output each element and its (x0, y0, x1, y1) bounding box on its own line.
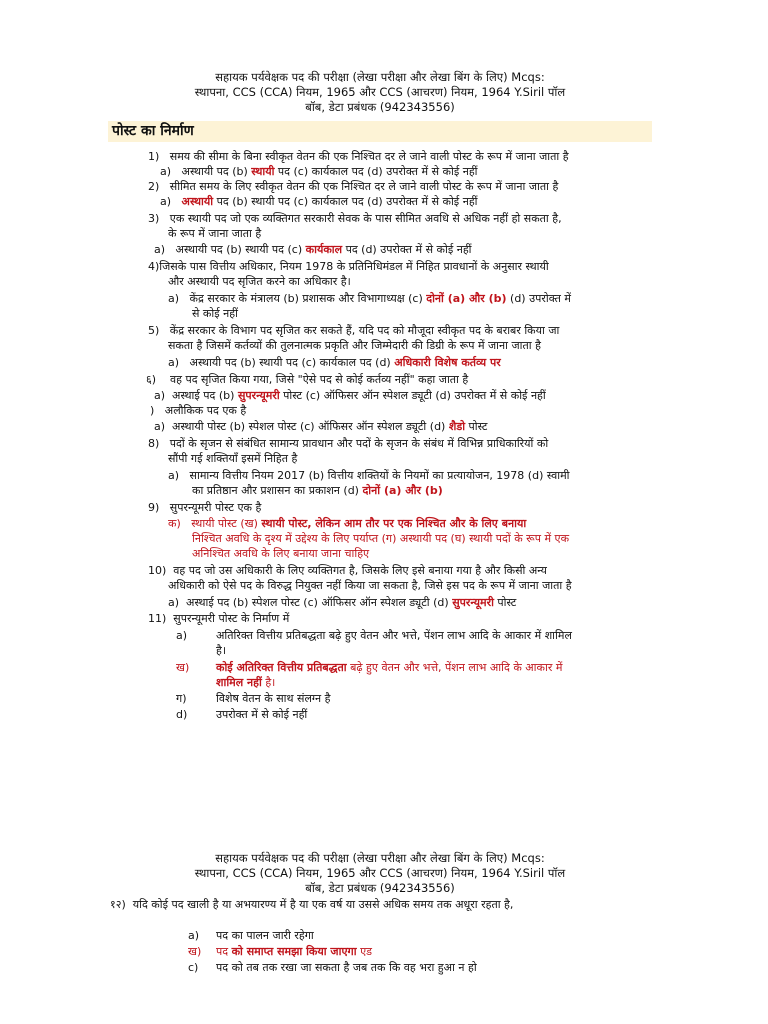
answer-9 (168, 516, 526, 531)
correct-answer: सुपरन्यूमरी (237, 389, 280, 402)
header-line-3: बॉब, डेटा प्रबंधक (942343556) (305, 100, 455, 114)
question-text: यदि कोई पद खाली है या अभयारण्य में है या एक वर्ष या उससे अधिक समय तक अधूरा रहता है, (132, 898, 514, 911)
answer-text: पोस्ट (c) ऑफिसर ऑन स्पेशल ड्यूटी (d) उपरोक्त में से कोई नहीं (279, 389, 546, 402)
answer-text: अस्थायी पद (b) (181, 165, 252, 178)
header-line-2: स्थापना, CCS (CCA) नियम, 1965 और CCS (आचरण) नियम, 1964 Y.Siril पॉल (194, 866, 566, 880)
option-label: ग) (176, 692, 187, 705)
option-label: a) (160, 195, 172, 208)
question-number: १२) (110, 898, 126, 911)
question-7 (150, 403, 246, 418)
option-text: एड (356, 945, 373, 958)
header-line-3: बॉब, डेटा प्रबंधक (942343556) (305, 881, 455, 895)
question-text: पदों के सृजन से संबंधित सामान्य प्रावधान और पदों के सृजन के संबंध में विभिन्न प्राधिकारियों को (169, 437, 549, 450)
question-10 (148, 563, 547, 578)
question-number: 5) (148, 324, 160, 337)
question-number: 8) (148, 437, 160, 450)
option-11-a (176, 628, 572, 643)
correct-answer: स्थायी पोस्ट, लेकिन आम तौर पर एक निश्चित और के लिए बनाया (261, 517, 527, 530)
answer-text: पोस्ट (493, 596, 517, 609)
answer-9-cont-1: निश्चित अवधि के दृश्य में उद्देश्य के लिए पर्याप्त (ग) अस्थायी पद (घ) स्थायी पदों के रूप में एक (192, 532, 570, 545)
option-label: क) (168, 517, 181, 530)
question-text: वह पद सृजित किया गया, जिसे "ऐसे पद से कोई कर्तव्य नहीं" कहा जाता है (170, 373, 469, 386)
answer-text: पद (b) स्थायी पद (c) कार्यकाल पद (d) उपरोक्त में से कोई नहीं (213, 195, 478, 208)
answer-text: अस्थायी पद (b) स्थायी पद (c) (175, 243, 306, 256)
option-11-c (176, 691, 330, 706)
answer-10 (168, 595, 516, 610)
question-number: 4) (148, 260, 160, 273)
question-number: 2) (148, 180, 160, 193)
question-number: 11) (148, 612, 167, 625)
answer-text: (d) उपरोक्त में (506, 292, 571, 305)
option-label: a) (176, 629, 188, 642)
header-line-1: सहायक पर्यवेक्षक पद की परीक्षा (लेखा परीक्षा और लेखा बिंग के लिए) Mcqs: (215, 70, 545, 84)
option-label: a) (168, 469, 180, 482)
answer-text: पद (c) कार्यकाल पद (d) उपरोक्त में से कोई नहीं (274, 165, 478, 178)
question-text: वह पद जो उस अधिकारी के लिए व्यक्तिगत है, जिसके लिए इसे बनाया गया है और किसी अन्य (173, 564, 547, 577)
answer-text: अस्थाई पद (b) (172, 389, 238, 402)
question-text: समय की सीमा के बिना स्वीकृत वेतन की एक निश्चित दर ले जाने वाली पोस्ट के रूप में जाना जाता है (169, 150, 569, 163)
option-label: d) (176, 708, 188, 721)
question-6 (146, 372, 468, 387)
question-1 (148, 149, 569, 164)
question-number: ६) (146, 373, 157, 386)
question-4 (148, 259, 549, 274)
option-text: है। (261, 676, 276, 689)
question-text: सुपरन्यूमरी पोस्ट एक है (169, 501, 262, 514)
answer-4-cont: से कोई नहीं (192, 307, 238, 320)
question-4-cont: और अस्थायी पद सृजित करने का अधिकार है। (168, 275, 351, 288)
question-text: जिसके पास वित्तीय अधिकार, नियम 1978 के प्रतिनिधिमंडल में निहित प्रावधानों के अनुसार स्थायी (159, 260, 549, 273)
question-10-cont: अधिकारी को ऐसे पद के विरुद्ध नियुक्त नहीं किया जा सकता है, जिसे इस पद के रूप में जाना जाता है (168, 579, 572, 592)
option-12-c (188, 960, 477, 975)
option-label: a) (154, 420, 166, 433)
question-number: 10) (148, 564, 167, 577)
question-number: 1) (148, 150, 160, 163)
answer-5 (168, 355, 501, 370)
document-header-2 (120, 851, 640, 896)
question-text: सीमित समय के लिए स्वीकृत वेतन की एक निश्चित दर ले जाने वाली पोस्ट के रूप में जाना जाता है (169, 180, 559, 193)
question-9 (148, 500, 261, 515)
question-text: अलौकिक पद एक है (164, 404, 247, 417)
question-8-cont: सौंपी गई शक्तियाँ इसमें निहित है (168, 452, 298, 465)
answer-text: अस्थायी पद (b) स्थायी पद (c) कार्यकाल पद (d) (189, 356, 395, 369)
answer-8-cont (192, 483, 443, 498)
option-label: a) (154, 243, 166, 256)
answer-3 (154, 242, 472, 257)
option-11-a-cont: है। (216, 644, 227, 657)
option-label: a) (168, 596, 180, 609)
question-number: ) (150, 404, 155, 417)
option-text: अतिरिक्त वित्तीय प्रतिबद्धता बढ़े हुए वेतन और भत्ते, पेंशन लाभ आदि के आकार में शामिल (216, 629, 572, 642)
question-11 (148, 611, 289, 626)
answer-text: पद (d) उपरोक्त में से कोई नहीं (342, 243, 472, 256)
option-text: पद (216, 945, 232, 958)
option-label: ख) (176, 661, 190, 674)
question-3-cont: के रूप में जाना जाता है (168, 227, 262, 240)
option-text: पद का पालन जारी रहेगा (216, 929, 314, 942)
option-11-b-cont (216, 675, 275, 690)
correct-answer: अस्थायी (181, 195, 214, 208)
answer-text: अस्थाई पद (b) स्पेशल पोस्ट (c) ऑफिसर ऑन स्पेशल ड्यूटी (d) (186, 596, 453, 609)
option-12-a (188, 928, 314, 943)
option-label: ख) (188, 945, 202, 958)
option-label: a) (188, 929, 200, 942)
answer-text: अस्थायी पोस्ट (b) स्पेशल पोस्ट (c) ऑफिसर ऑन स्पेशल ड्यूटी (d) (172, 420, 449, 433)
answer-text: सामान्य वित्तीय नियम 2017 (b) वित्तीय शक्तियों के नियमों का प्रत्यायोजन, 1978 (d) स्वामी (189, 469, 570, 482)
answer-text: का प्रतिष्ठान और प्रशासन का प्रकाशन (d) (192, 484, 363, 497)
section-title: पोस्ट का निर्माण (108, 121, 652, 142)
answer-text: पोस्ट (465, 420, 488, 433)
option-text: उपरोक्त में से कोई नहीं (216, 708, 308, 721)
correct-answer: कोई अतिरिक्त वित्तीय प्रतिबद्धता (216, 661, 347, 674)
option-11-d (176, 707, 307, 722)
option-label: c) (188, 961, 199, 974)
correct-answer: दोनों (a) और (b) (362, 484, 443, 497)
answer-2 (160, 194, 478, 209)
option-12-b (188, 944, 372, 959)
question-5 (148, 323, 559, 338)
header-line-1: सहायक पर्यवेक्षक पद की परीक्षा (लेखा परीक्षा और लेखा बिंग के लिए) Mcqs: (215, 851, 545, 865)
answer-text: स्थायी पोस्ट (ख) (191, 517, 262, 530)
question-number: 3) (148, 212, 160, 225)
answer-1 (160, 164, 478, 179)
correct-answer: सुपरन्यूमरी (452, 596, 494, 609)
option-label: a) (168, 292, 180, 305)
correct-answer: अधिकारी विशेष कर्तव्य पर (394, 356, 501, 369)
option-text: बढ़े हुए वेतन और भत्ते, पेंशन लाभ आदि के आकार में (346, 661, 563, 674)
correct-answer: स्थायी (251, 165, 275, 178)
answer-7 (154, 419, 487, 434)
correct-answer: शामिल नहीं (216, 676, 262, 689)
question-number: 9) (148, 501, 160, 514)
question-2 (148, 179, 558, 194)
option-11-b (176, 660, 562, 675)
answer-8 (168, 468, 570, 483)
option-text: पद को तब तक रखा जा सकता है जब तक कि वह भरा हुआ न हो (216, 961, 477, 974)
question-5-cont: सकता है जिसमें कर्तव्यों की तुलनात्मक प्रकृति और जिम्मेदारी की डिग्री के रूप में जाना जाता है (168, 339, 541, 352)
header-line-2: स्थापना, CCS (CCA) नियम, 1965 और CCS (आचरण) नियम, 1964 Y.Siril पॉल (194, 85, 566, 99)
question-text: सुपरन्यूमरी पोस्ट के निर्माण में (173, 612, 290, 625)
correct-answer: कार्यकाल (305, 243, 343, 256)
answer-9-cont-2: अनिश्चित अवधि के लिए बनाया जाना चाहिए (192, 547, 370, 560)
question-12 (110, 897, 513, 912)
document-header (120, 70, 640, 115)
answer-text: केंद्र सरकार के मंत्रालय (b) प्रशासक और विभागाध्यक्ष (c) (189, 292, 427, 305)
question-8 (148, 436, 548, 451)
answer-4 (168, 291, 571, 306)
question-3 (148, 211, 562, 226)
question-text: एक स्थायी पद जो एक व्यक्तिगत सरकारी सेवक के पास सीमित अवधि से अधिक नहीं हो सकता है, (169, 212, 562, 225)
question-text: केंद्र सरकार के विभाग पद सृजित कर सकते हैं, यदि पद को मौजूदा स्वीकृत पद के बराबर किया जा (169, 324, 560, 337)
option-label: a) (160, 165, 172, 178)
correct-answer: को समाप्त समझा किया जाएगा (231, 945, 357, 958)
answer-6 (154, 388, 546, 403)
correct-answer: दोनों (a) और (b) (426, 292, 507, 305)
correct-answer: शैडो (448, 420, 466, 433)
option-label: a) (154, 389, 166, 402)
option-text: विशेष वेतन के साथ संलग्न है (216, 692, 331, 705)
option-label: a) (168, 356, 180, 369)
